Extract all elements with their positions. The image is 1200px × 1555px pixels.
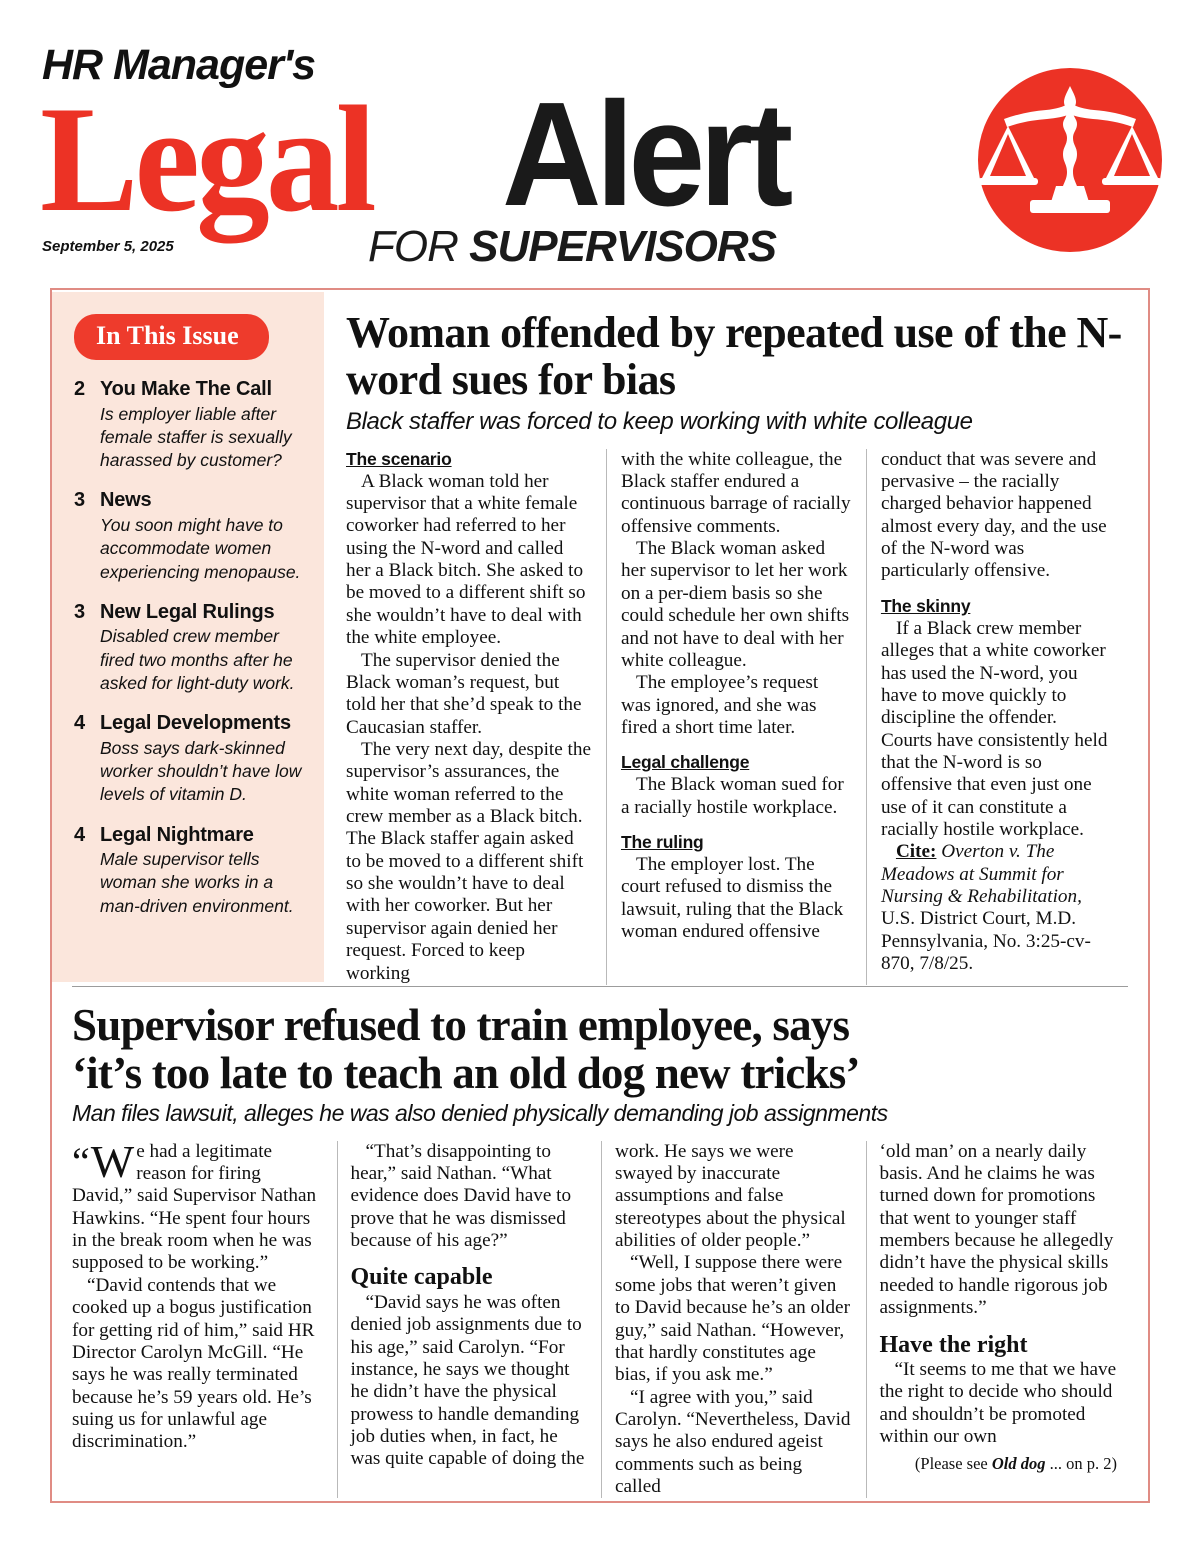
toc-description: Disabled crew member fired two months after he asked for light-duty work. — [100, 626, 295, 693]
toc-item[interactable] — [74, 378, 304, 472]
toc-title: You Make The Call — [100, 378, 272, 400]
story2-paragraph: “That’s disappointing to hear,” said Nathan. “What evidence does David have to prove that he was dismissed because of his age?” — [350, 1140, 572, 1252]
masthead-wordmark — [40, 41, 1000, 243]
section-divider — [72, 986, 1128, 987]
lead-paragraph: conduct that was severe and pervasive – the racially charged behavior happened almost every day, and the use of the N-word was particularly offensive. — [880, 448, 1107, 582]
open-quote-glyph: “ — [72, 1138, 90, 1184]
scales-of-justice-icon — [978, 68, 1162, 252]
story2-paragraph: work. He says we were swayed by inaccurate assumptions and false stereotypes about the physical abilities of older people.” — [615, 1140, 846, 1252]
masthead-title-alert: Alert — [502, 72, 788, 237]
lead-paragraph: The employer lost. The court refused to dismiss the lawsuit, ruling that the Black woman endured offensive — [620, 854, 844, 943]
second-story-headline — [72, 1002, 1130, 1097]
toc-title: Legal Nightmare — [100, 823, 254, 846]
masthead-title-legal: Legal — [40, 75, 373, 243]
second-story — [72, 1002, 1130, 1498]
toc-page-number: 2 — [74, 378, 86, 400]
lead-paragraph: The Black woman sued for a racially hostile workplace. — [620, 774, 844, 818]
toc-page-number: 3 — [74, 489, 86, 512]
continued-jump-line[interactable] — [880, 1454, 1118, 1474]
story2-column-3 — [601, 1141, 866, 1499]
story2-paragraph: ‘old man’ on a nearly daily basis. And he claims he was turned down for promotions that went to younger staff members because he allegedly didn’t have the physical skills needed to handle rigorous job assignments.” — [879, 1140, 1114, 1319]
toc-title: New Legal Rulings — [100, 600, 275, 623]
lead-citation — [881, 841, 1112, 975]
toc-title: Legal Developments — [100, 712, 291, 735]
toc-description: Male supervisor tells woman she works in a man-driven environment. — [100, 849, 294, 916]
toc-description: You soon might have to accommodate women experiencing menopause. — [100, 514, 301, 582]
story2-opening-text: e had a legitimate reason for firing David,” said Supervisor Nathan Hawkins. “He spent four hours in the break room when he was supposed to be working.” — [72, 1140, 317, 1274]
lead-story-headline: Woman offended by repeated use of the N-word sues for bias — [346, 308, 1122, 404]
lead-column-1 — [346, 449, 606, 985]
masthead-kicker: HR Manager's — [42, 41, 316, 89]
story2-paragraph: “David says he was often denied job assignments due to his age,” said Carolyn. “For instance, he says we thought he didn’t have the physical prowess to handle demanding job duties when, in fact, he was quite capable of doing the — [350, 1291, 585, 1470]
story2-paragraph: “David contends that we cooked up a bogus justification for getting rid of him,” said HR Director Carolyn McGill. “He says he was really terminated because he’s 59 years old. He’s suing us for unlawful age discrimination.” — [72, 1274, 315, 1453]
subhead-quite-capable: Quite capable — [350, 1264, 493, 1291]
story2-opening-paragraph — [72, 1135, 324, 1275]
subhead-the-ruling: The ruling — [620, 832, 704, 853]
subhead-the-skinny: The skinny — [880, 595, 971, 616]
masthead-supervisors-word: SUPERVISORS — [469, 222, 776, 271]
story2-column-1 — [72, 1135, 337, 1499]
toc-item[interactable] — [74, 824, 304, 918]
cite-label: Cite: — [895, 841, 937, 863]
story2-paragraph: “Well, I suppose there were some jobs that weren’t given to David because he’s an older guy,” said Nathan. “However, that hardly constitutes age bias, if you ask me.” — [615, 1252, 850, 1386]
lead-paragraph: A Black woman told her supervisor that a white female coworker had referred to her using the N-word and called her a Black bitch. She asked to be moved to a different shift so she wouldn’t have to deal with the white employee. — [346, 470, 586, 649]
jump-story-slug: Old dog — [991, 1454, 1046, 1474]
lead-story-deck: Black staffer was forced to keep working with white colleague — [346, 408, 973, 436]
masthead-subtitle — [368, 222, 776, 272]
lead-story — [324, 292, 1148, 982]
story2-paragraph: “I agree with you,” said Carolyn. “Nevertheless, David says he also endured ageist comments such as being called — [615, 1386, 851, 1498]
masthead-for-word: FOR — [368, 222, 458, 271]
second-story-headline-line2: ‘it’s too late to teach an old dog new tricks’ — [72, 1047, 860, 1098]
lead-paragraph: If a Black crew member alleges that a white coworker has used the N-word, you have to move quickly to discipline the offender. Courts have consistently held that the N-word is so offensive that even just one use of it can constitute a racially hostile workplace. — [880, 617, 1108, 841]
subhead-legal-challenge: Legal challenge — [620, 752, 750, 773]
lead-column-2 — [606, 449, 866, 985]
lead-paragraph: The supervisor denied the Black woman’s request, but told her that she’d speak to the Caucasian staffer. — [346, 649, 582, 738]
toc-item[interactable] — [74, 489, 304, 583]
toc-page-number: 3 — [74, 600, 86, 623]
lead-column-3 — [866, 449, 1126, 985]
cite-case-name: Overton v. The Meadows at Summit for Nursing & Rehabilitation, — [880, 841, 1082, 908]
issue-date: September 5, 2025 — [42, 238, 174, 255]
drop-cap: W — [90, 1135, 135, 1187]
lead-paragraph: with the white colleague, the Black staffer endured a continuous barrage of racially offensive comments. — [620, 448, 851, 537]
story2-column-4 — [866, 1141, 1131, 1499]
jump-suffix: ... on p. 2) — [1045, 1454, 1117, 1474]
toc-item[interactable] — [74, 601, 304, 695]
lead-paragraph: The Black woman asked her supervisor to let her work on a per-diem basis so she could schedule her own shifts and not have to deal with her white colleague. — [620, 538, 850, 671]
second-story-deck: Man files lawsuit, alleges he was also denied physically demanding job assignments — [72, 1100, 888, 1127]
second-story-headline-line1: Supervisor refused to train employee, says — [72, 1000, 850, 1050]
in-this-issue-heading: In This Issue — [74, 314, 269, 360]
story2-column-2 — [337, 1141, 602, 1499]
subhead-the-scenario: The scenario — [346, 448, 452, 469]
in-this-issue-sidebar — [52, 292, 324, 982]
toc-item[interactable] — [74, 712, 304, 806]
toc-page-number: 4 — [74, 712, 86, 735]
toc-title: News — [100, 489, 152, 512]
cite-court-info: U.S. District Court, M.D. Pennsylvania, No. 3:25-cv-870, 7/8/25. — [880, 908, 1091, 975]
toc-description: Is employer liable after female staffer is sexually harassed by customer? — [100, 403, 292, 471]
story2-paragraph: “It seems to me that we have the right to decide who should and shouldn’t be promoted within our own — [879, 1358, 1117, 1448]
lead-paragraph: The employee’s request was ignored, and she was fired a short time later. — [620, 672, 819, 738]
toc-description: Boss says dark-skinned worker shouldn’t have low levels of vitamin D. — [100, 737, 302, 805]
subhead-have-the-right: Have the right — [879, 1331, 1028, 1358]
toc-page-number: 4 — [74, 823, 86, 846]
top-section — [52, 292, 1148, 982]
jump-prefix: (Please see — [914, 1454, 992, 1474]
masthead — [0, 0, 1200, 271]
lead-paragraph: The very next day, despite the supervisor’s assurances, the white woman referred to the crew member as a Black bitch. The Black staffer again asked to be moved to a different shift so she wouldn’t have to deal with her coworker. But her supervisor again denied her request. Forced to keep working — [346, 738, 591, 984]
